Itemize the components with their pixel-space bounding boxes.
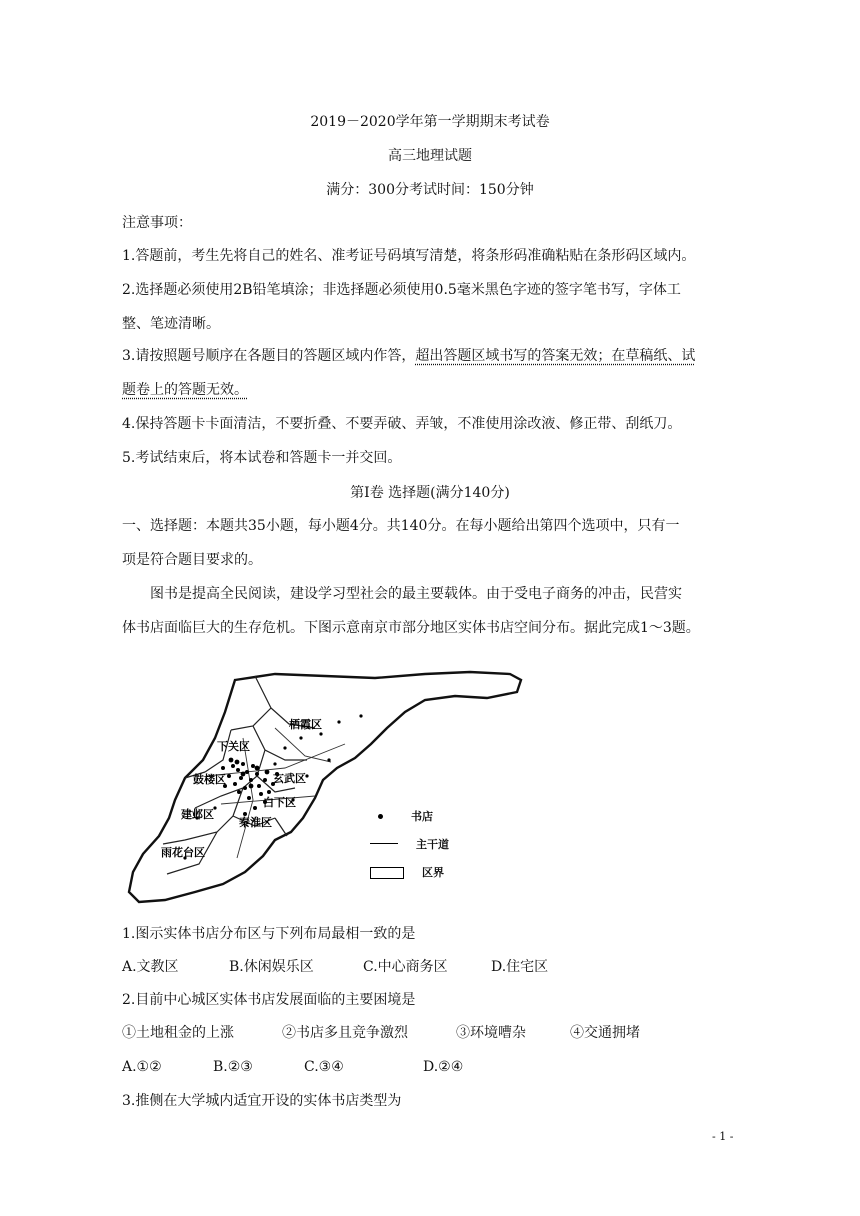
note-3-line-2 bbox=[122, 380, 248, 400]
label-xiaguan: 下关区 bbox=[217, 740, 250, 753]
section-intro-1: 一、选择题：本题共35小题，每小题4分。共140分。在每小题给出第四个选项中，只有一 bbox=[122, 518, 680, 534]
note-3-emphasis-2: 题卷上的答题无效。 bbox=[122, 382, 248, 398]
question-1-stem: 1.图示实体书店分布区与下列布局最相一致的是 bbox=[122, 926, 416, 942]
q2-statement-1: ①土地租金的上涨 bbox=[122, 1025, 234, 1041]
label-xuanwu: 玄武区 bbox=[273, 772, 306, 785]
question-2-stem: 2.目前中心城区实体书店发展面临的主要困境是 bbox=[122, 992, 416, 1008]
q2-option-d: D.②④ bbox=[423, 1059, 464, 1075]
q2-statement-4: ④交通拥堵 bbox=[570, 1025, 640, 1041]
q1-option-a: A.文教区 bbox=[122, 959, 179, 975]
section-title: 第I卷 选择题(满分140分) bbox=[350, 485, 510, 501]
label-jianye: 建邺区 bbox=[181, 808, 214, 821]
label-baixia: 白下区 bbox=[263, 796, 296, 809]
note-2-line-2: 整、笔迹清晰。 bbox=[122, 316, 220, 332]
notes-heading: 注意事项： bbox=[122, 215, 192, 231]
map-legend bbox=[370, 806, 490, 886]
q2-statement-3: ③环境嘈杂 bbox=[456, 1025, 526, 1041]
score-time: 满分：300分考试时间：150分钟 bbox=[326, 182, 534, 198]
q2-option-b: B.②③ bbox=[213, 1059, 253, 1075]
question-2-options bbox=[122, 1057, 463, 1077]
exam-title: 2019－2020学年第一学期期末考试卷 bbox=[310, 114, 550, 130]
q1-option-d: D.住宅区 bbox=[491, 959, 549, 975]
note-4: 4.保持答题卡卡面清洁，不要折叠、不要弄破、弄皱，不准使用涂改液、修正带、刮纸刀。 bbox=[122, 416, 682, 432]
question-1-options bbox=[122, 957, 548, 977]
label-yuhuatai: 雨花台区 bbox=[161, 846, 205, 859]
passage-line-1: 图书是提高全民阅读，建设学习型社会的最主要载体。由于受电子商务的冲击，民营实 bbox=[150, 586, 682, 602]
bookstore-dots bbox=[183, 714, 362, 859]
boundary-box-icon bbox=[370, 867, 404, 879]
section-intro-2: 项是符合题目要求的。 bbox=[122, 552, 262, 568]
label-gulou: 鼓楼区 bbox=[193, 773, 226, 786]
note-2-line-1: 2.选择题必须使用2B铅笔填涂；非选择题必须使用0.5毫米黑色字迹的签字笔书写，字体工 bbox=[122, 282, 681, 298]
question-2-statements bbox=[122, 1023, 640, 1043]
legend-boundary: 区界 bbox=[370, 864, 444, 880]
label-qinhuai: 秦淮区 bbox=[239, 816, 272, 829]
legend-road: 主干道 bbox=[370, 836, 449, 852]
store-dot-icon bbox=[378, 814, 383, 819]
note-3-emphasis: 超出答题区域书写的答案无效；在草稿纸、试 bbox=[415, 348, 696, 364]
exam-subtitle: 高三地理试题 bbox=[388, 148, 472, 164]
page-number: - 1 - bbox=[712, 1130, 734, 1143]
note-3-line-1 bbox=[122, 346, 695, 366]
note-5: 5.考试结束后，将本试卷和答题卡一并交回。 bbox=[122, 450, 402, 466]
note-1: 1.答题前，考生先将自己的姓名、准考证号码填写清楚，将条形码准确粘贴在条形码区域内。 bbox=[122, 248, 696, 264]
q1-option-b: B.休闲娱乐区 bbox=[229, 959, 314, 975]
passage-line-2: 体书店面临巨大的生存危机。下图示意南京市部分地区实体书店空间分布。据此完成1～3题。 bbox=[122, 620, 700, 636]
label-qixia: 栖霞区 bbox=[289, 718, 322, 731]
note-3-text: 3.请按照题号顺序在各题目的答题区域内作答， bbox=[122, 348, 416, 364]
q2-option-a: A.①② bbox=[122, 1059, 162, 1075]
q1-option-c: C.中心商务区 bbox=[363, 959, 448, 975]
q2-option-c: C.③④ bbox=[304, 1059, 344, 1075]
question-3-stem: 3.推侧在大学城内适宜开设的实体书店类型为 bbox=[122, 1093, 402, 1109]
q2-statement-2: ②书店多且竞争激烈 bbox=[282, 1025, 408, 1041]
legend-store: 书店 bbox=[370, 808, 433, 824]
road-line-icon bbox=[370, 843, 398, 844]
